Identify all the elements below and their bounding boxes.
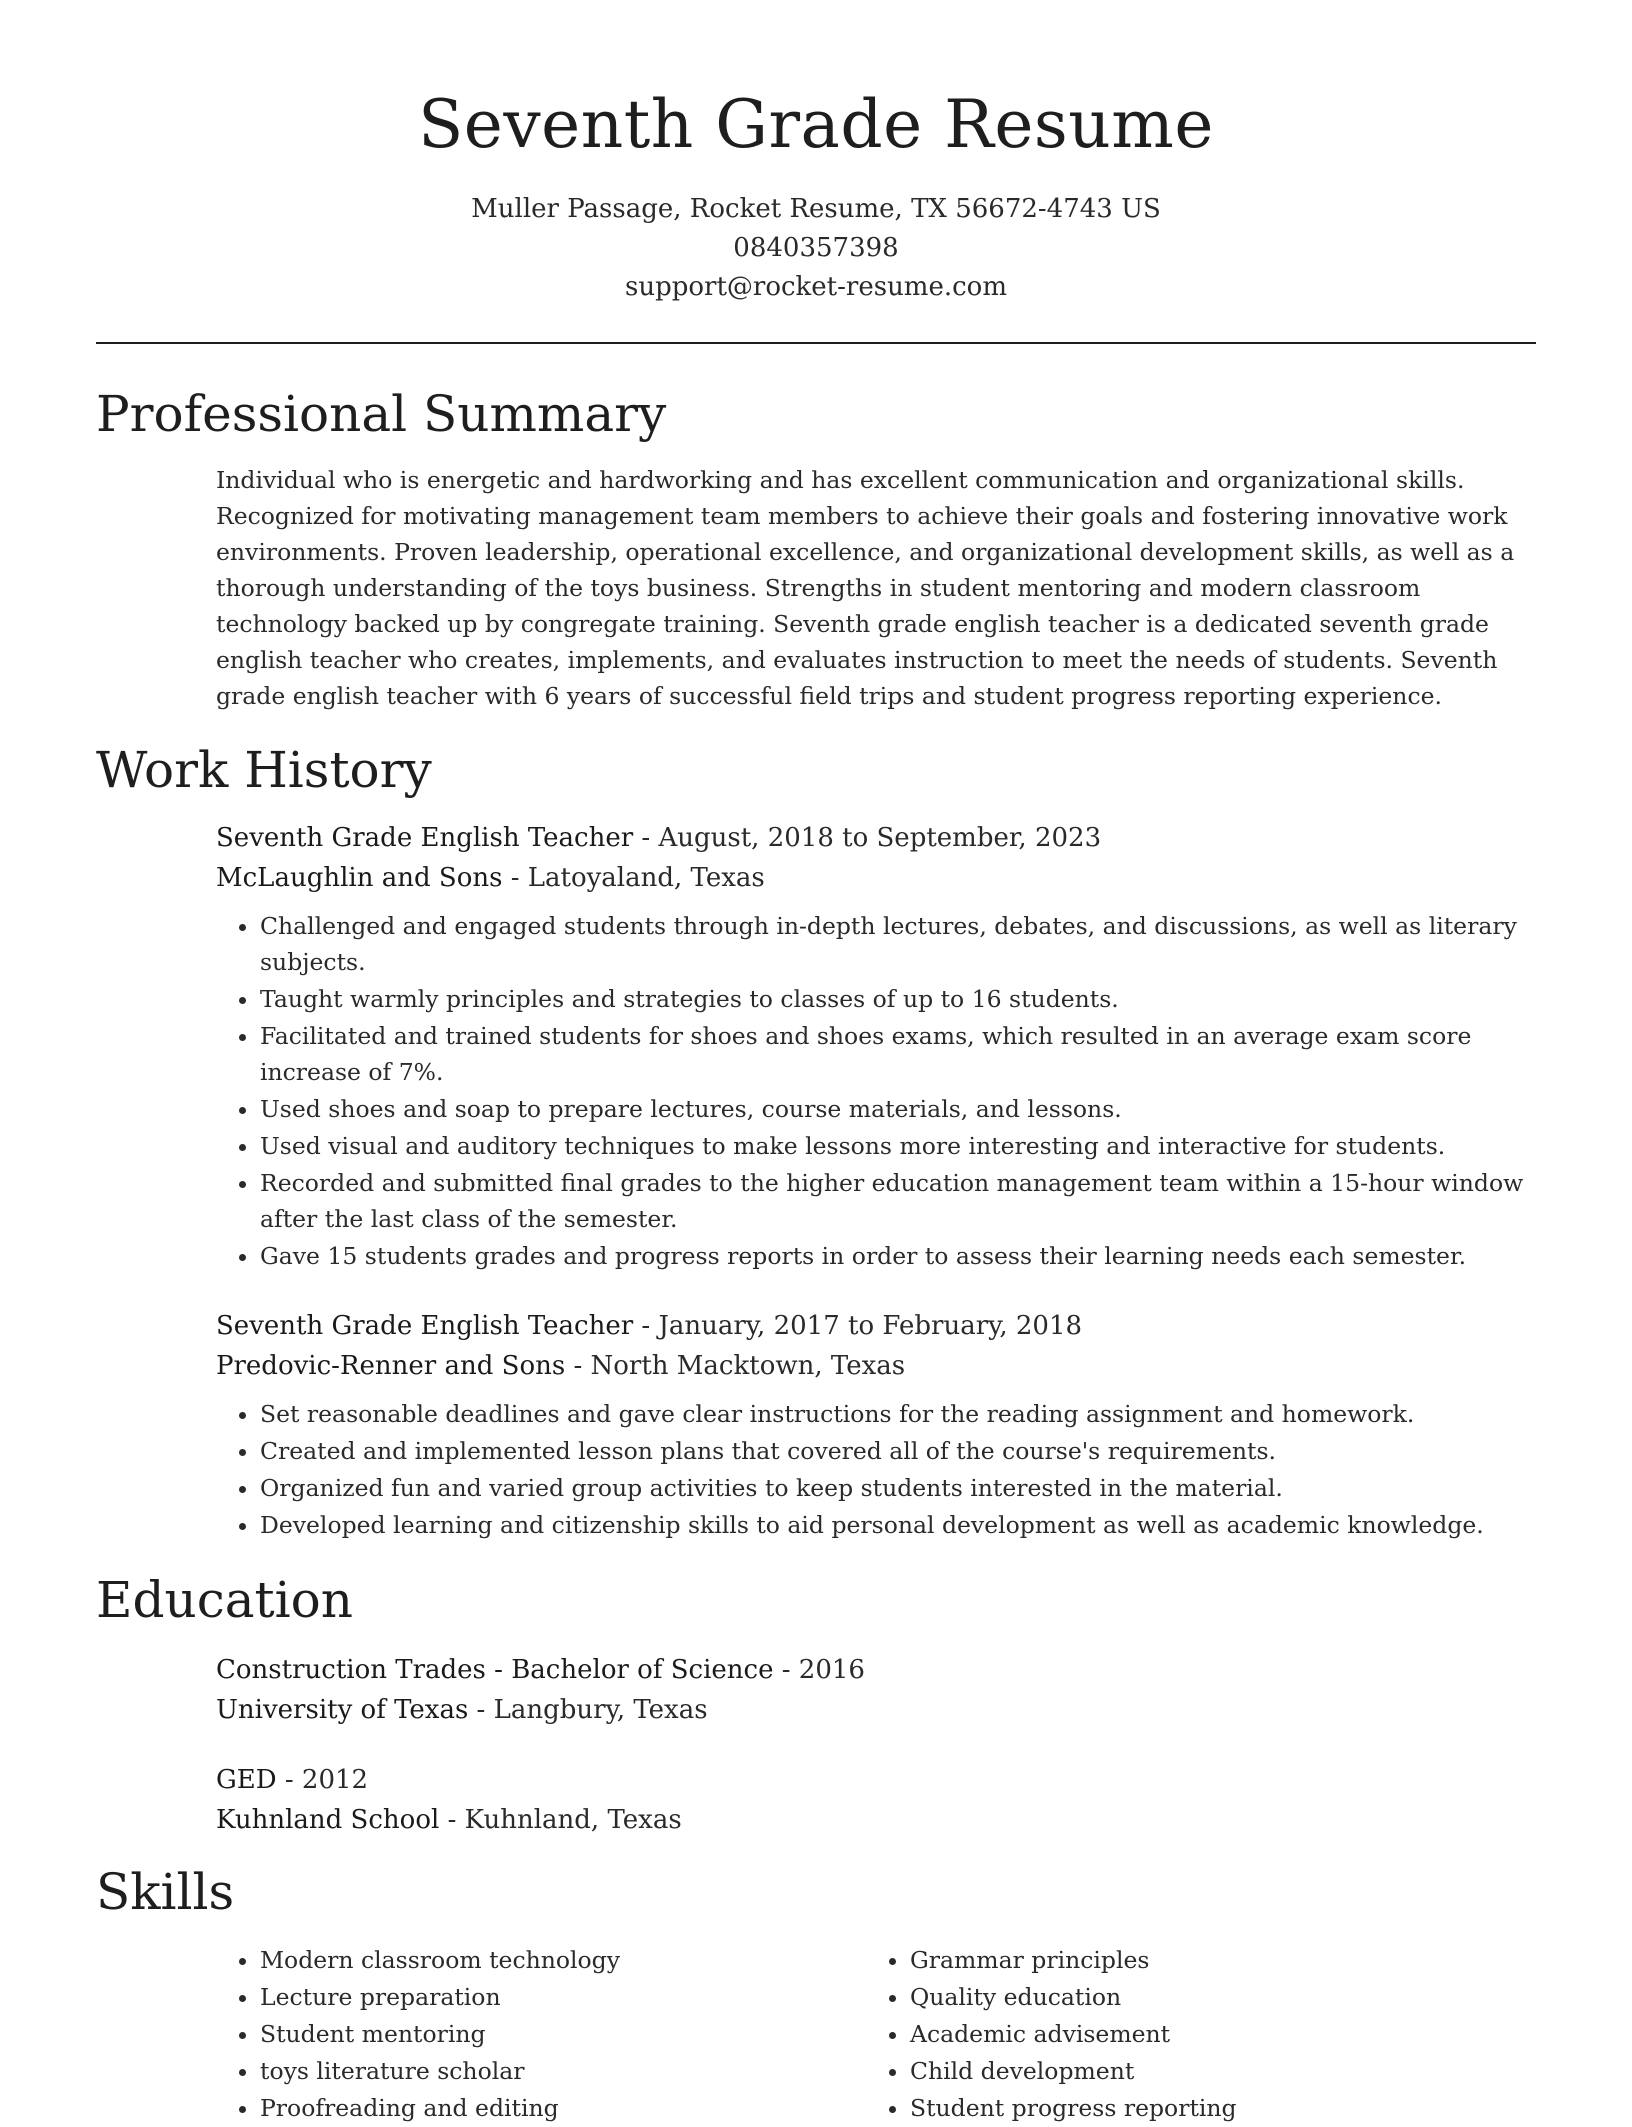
school-line	[216, 1800, 1536, 1840]
list-item: • Organized fun and varied group activities to keep students interested in the material.	[260, 1470, 1536, 1506]
list-item: • Student progress reporting	[910, 2090, 1516, 2126]
skills-column-left	[216, 1942, 866, 2127]
skills-column-right	[866, 1942, 1516, 2127]
job-company: Predovic-Renner and Sons	[216, 1351, 566, 1381]
contact-info	[96, 190, 1536, 307]
job-duties-list	[216, 908, 1536, 1274]
work-history-heading: Work History	[96, 741, 432, 799]
contact-email[interactable]: support@rocket-resume.com	[624, 272, 1007, 302]
list-item: • Used visual and auditory techniques to make lessons more interesting and interactive for students.	[260, 1128, 1536, 1164]
list-item: • Quality education	[910, 1979, 1516, 2015]
resume-title: Seventh Grade Resume	[418, 86, 1214, 163]
degree-line	[216, 1760, 1536, 1800]
contact-address: Muller Passage, Rocket Resume, TX 56672-4743 US	[471, 194, 1161, 224]
summary-heading: Professional Summary	[96, 385, 667, 443]
list-item: • Set reasonable deadlines and gave clear instructions for the reading assignment and homework.	[260, 1396, 1536, 1432]
school-line	[216, 1690, 1536, 1730]
job-company-line	[216, 858, 1536, 898]
list-item: • Child development	[910, 2053, 1516, 2089]
job-location: - North Macktown, Texas	[565, 1351, 906, 1381]
list-item: • Academic advisement	[910, 2016, 1516, 2052]
job-entry-2	[216, 1306, 1536, 1544]
job-title: Seventh Grade English Teacher	[216, 823, 634, 853]
list-item: • Grammar principles	[910, 1942, 1516, 1978]
degree-name: Construction Trades - Bachelor of Science	[216, 1655, 774, 1685]
school-name: University of Texas	[216, 1695, 469, 1725]
job-entry-1	[216, 818, 1536, 1275]
list-item: • Challenged and engaged students through in-depth lectures, debates, and discussions, as well as literary subjects.	[260, 908, 1536, 980]
education-entry-2	[216, 1760, 1536, 1840]
job-title-line	[216, 1306, 1536, 1346]
resume-header	[96, 82, 1536, 307]
job-company: McLaughlin and Sons	[216, 863, 503, 893]
degree-year: - 2016	[773, 1655, 865, 1685]
skills-section	[216, 1942, 1536, 2127]
job-duties-list	[216, 1396, 1536, 1543]
list-item: • Used shoes and soap to prepare lectures, course materials, and lessons.	[260, 1091, 1536, 1127]
summary-text: Individual who is energetic and hardworking and has excellent communication and organizational skills. Recognized for motivating management team members to achieve their goals and fostering innovative work environments. Proven leadership, operational excellence, and organizational development skills, as well as a thorough understanding of the toys business. Strengths in student mentoring and modern classroom technology backed up by congregate training. Seventh grade english teacher is a dedicated seventh grade english teacher who creates, implements, and evaluates instruction to meet the needs of students. Seventh grade english teacher with 6 years of successful field trips and student progress reporting experience.	[216, 466, 1515, 710]
skills-heading: Skills	[96, 1863, 235, 1921]
job-dates: - August, 2018 to September, 2023	[633, 823, 1102, 853]
school-location: - Langbury, Texas	[468, 1695, 708, 1725]
list-item: • Student mentoring	[260, 2016, 866, 2052]
list-item: • toys literature scholar	[260, 2053, 866, 2089]
list-item: • Gave 15 students grades and progress reports in order to assess their learning needs each semester.	[260, 1238, 1536, 1274]
job-dates: - January, 2017 to February, 2018	[633, 1311, 1083, 1341]
contact-phone: 0840357398	[733, 233, 899, 263]
list-item: • Facilitated and trained students for shoes and shoes exams, which resulted in an average exam score increase of 7%.	[260, 1018, 1536, 1090]
degree-year: - 2012	[276, 1765, 369, 1795]
education-entry-1	[216, 1650, 1536, 1730]
list-item: • Modern classroom technology	[260, 1942, 866, 1978]
skills-list	[866, 1942, 1516, 2126]
list-item: • Developed learning and citizenship skills to aid personal development as well as academic knowledge.	[260, 1507, 1536, 1543]
job-title: Seventh Grade English Teacher	[216, 1311, 634, 1341]
skills-columns	[216, 1942, 1536, 2127]
job-title-line	[216, 818, 1536, 858]
job-location: - Latoyaland, Texas	[502, 863, 765, 893]
summary-section	[216, 462, 1536, 714]
list-item: • Recorded and submitted final grades to the higher education management team within a 15-hour window after the last class of the semester.	[260, 1165, 1536, 1237]
header-divider	[96, 342, 1536, 344]
school-location: - Kuhnland, Texas	[439, 1805, 682, 1835]
job-company-line	[216, 1346, 1536, 1386]
skills-list	[216, 1942, 866, 2126]
list-item: • Lecture preparation	[260, 1979, 866, 2015]
list-item: • Taught warmly principles and strategies to classes of up to 16 students.	[260, 981, 1536, 1017]
list-item: • Created and implemented lesson plans that covered all of the course's requirements.	[260, 1433, 1536, 1469]
list-item: • Proofreading and editing	[260, 2090, 866, 2126]
degree-name: GED	[216, 1765, 277, 1795]
degree-line	[216, 1650, 1536, 1690]
school-name: Kuhnland School	[216, 1805, 440, 1835]
education-heading: Education	[96, 1571, 353, 1629]
